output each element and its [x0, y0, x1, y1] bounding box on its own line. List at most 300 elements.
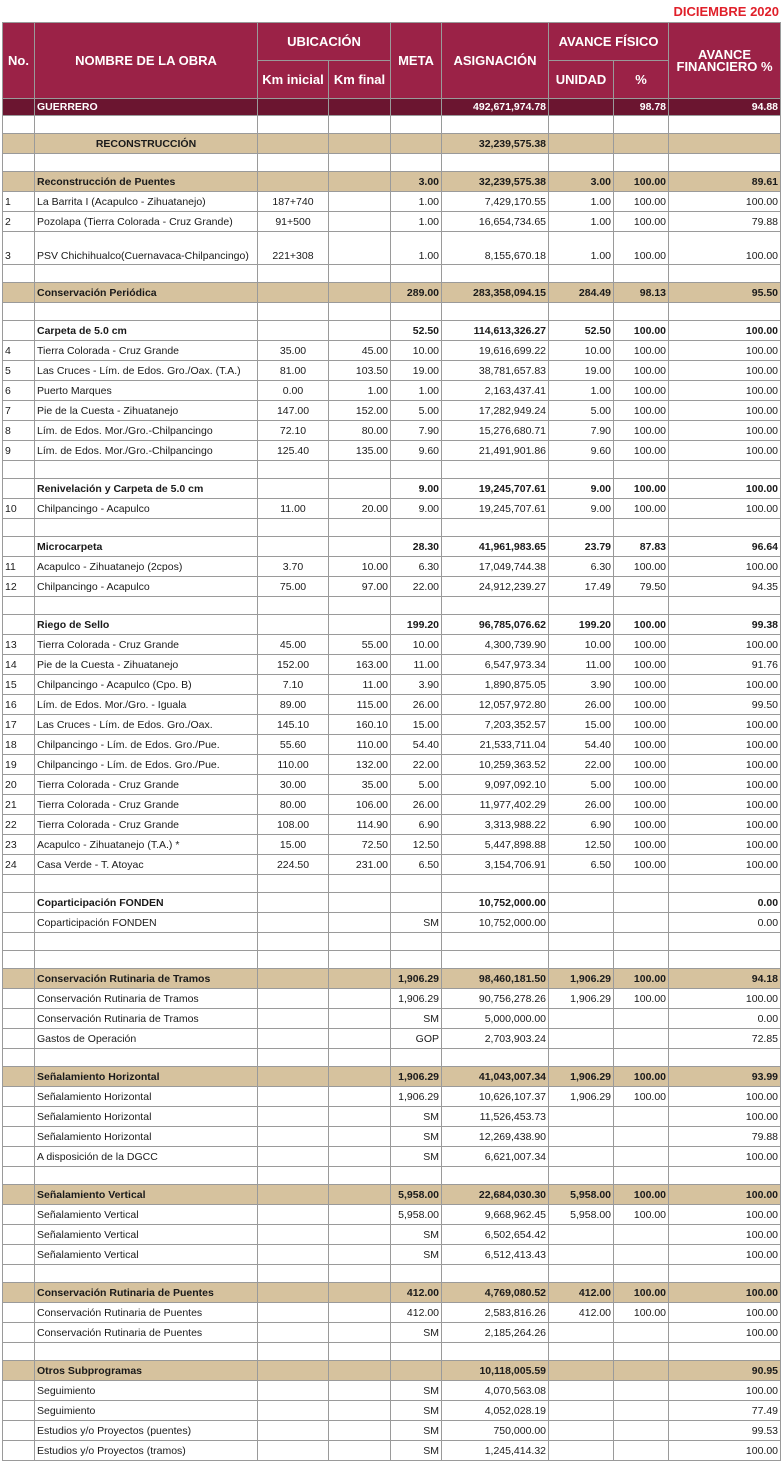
unidad-value: 10.00 — [549, 341, 614, 361]
obra-name: Lím. de Edos. Mor./Gro. - Iguala — [35, 695, 258, 715]
blank-cell — [35, 1167, 258, 1185]
pct-value — [614, 1381, 669, 1401]
pct-value: 100.00 — [614, 715, 669, 735]
pct-value: 100.00 — [614, 557, 669, 577]
blank-cell — [258, 1343, 329, 1361]
blank-cell — [614, 1343, 669, 1361]
row-number — [3, 283, 35, 303]
avance-financiero-value: 100.00 — [669, 1205, 781, 1225]
km-inicial — [258, 1303, 329, 1323]
blank-cell — [3, 265, 35, 283]
blank-cell — [35, 951, 258, 969]
blank-cell — [258, 951, 329, 969]
table-row — [3, 675, 781, 695]
meta-value: 1.00 — [391, 381, 442, 401]
avance-financiero-value: 100.00 — [669, 1147, 781, 1167]
km-final: 231.00 — [329, 855, 391, 875]
unidad-value — [549, 1421, 614, 1441]
table-row — [3, 855, 781, 875]
obra-name: Conservación Periódica — [35, 283, 258, 303]
meta-value: 1,906.29 — [391, 1067, 442, 1087]
avance-financiero-value: 100.00 — [669, 381, 781, 401]
avance-financiero-value: 100.00 — [669, 557, 781, 577]
header-km-inicial: Km inicial — [258, 61, 329, 99]
pct-value — [614, 893, 669, 913]
pct-value: 100.00 — [614, 1185, 669, 1205]
row-number: 18 — [3, 735, 35, 755]
unidad-value — [549, 134, 614, 154]
avance-financiero-value: 100.00 — [669, 361, 781, 381]
meta-value: 10.00 — [391, 341, 442, 361]
obra-name: Seguimiento — [35, 1401, 258, 1421]
unidad-value: 1.00 — [549, 192, 614, 212]
blank-cell — [614, 461, 669, 479]
km-inicial — [258, 1067, 329, 1087]
pct-value: 100.00 — [614, 675, 669, 695]
header-km-final: Km final — [329, 61, 391, 99]
avance-financiero-value: 90.95 — [669, 1361, 781, 1381]
row-number — [3, 1245, 35, 1265]
unidad-value: 1.00 — [549, 232, 614, 265]
obra-name: Chilpancingo - Acapulco — [35, 499, 258, 519]
blank-cell — [391, 303, 442, 321]
avance-financiero-value: 100.00 — [669, 479, 781, 499]
avance-financiero-value: 100.00 — [669, 1323, 781, 1343]
km-final — [329, 99, 391, 116]
row-number — [3, 1087, 35, 1107]
row-number — [3, 321, 35, 341]
blank-cell — [549, 933, 614, 951]
row-number: 2 — [3, 212, 35, 232]
blank-row — [3, 1343, 781, 1361]
avance-financiero-value: 79.88 — [669, 1127, 781, 1147]
blank-cell — [391, 1049, 442, 1067]
pct-value — [614, 1225, 669, 1245]
blank-cell — [442, 1265, 549, 1283]
avance-financiero-value: 0.00 — [669, 913, 781, 933]
pct-value: 100.00 — [614, 1087, 669, 1107]
km-final — [329, 1009, 391, 1029]
asignacion-value: 2,163,437.41 — [442, 381, 549, 401]
blank-cell — [35, 461, 258, 479]
blank-row — [3, 933, 781, 951]
meta-value: 5,958.00 — [391, 1185, 442, 1205]
meta-value: 5.00 — [391, 775, 442, 795]
km-inicial: 45.00 — [258, 635, 329, 655]
unidad-value: 1.00 — [549, 381, 614, 401]
row-number — [3, 969, 35, 989]
meta-value: 199.20 — [391, 615, 442, 635]
state-total-row — [3, 99, 781, 116]
row-number — [3, 172, 35, 192]
header-avance-fisico: AVANCE FÍSICO — [549, 23, 669, 61]
blank-cell — [3, 116, 35, 134]
obra-name: Coparticipación FONDEN — [35, 913, 258, 933]
blank-cell — [35, 1265, 258, 1283]
unidad-value: 9.60 — [549, 441, 614, 461]
blank-cell — [669, 519, 781, 537]
meta-value: SM — [391, 913, 442, 933]
asignacion-value: 32,239,575.38 — [442, 172, 549, 192]
row-number — [3, 1303, 35, 1323]
obra-name: Microcarpeta — [35, 537, 258, 557]
blank-row — [3, 303, 781, 321]
obra-name: Pie de la Cuesta - Zihuatanejo — [35, 401, 258, 421]
table-row — [3, 341, 781, 361]
blank-cell — [669, 154, 781, 172]
row-number: 5 — [3, 361, 35, 381]
meta-value: 11.00 — [391, 655, 442, 675]
row-number: 3 — [3, 232, 35, 265]
km-final — [329, 1029, 391, 1049]
blank-cell — [614, 154, 669, 172]
pct-value — [614, 1421, 669, 1441]
pct-value: 100.00 — [614, 775, 669, 795]
meta-value: 3.90 — [391, 675, 442, 695]
obra-name: Conservación Rutinaria de Puentes — [35, 1283, 258, 1303]
km-inicial: 55.60 — [258, 735, 329, 755]
asignacion-value: 492,671,974.78 — [442, 99, 549, 116]
pct-value: 100.00 — [614, 735, 669, 755]
row-number: 24 — [3, 855, 35, 875]
pct-value — [614, 1147, 669, 1167]
table-row — [3, 1087, 781, 1107]
km-inicial: 75.00 — [258, 577, 329, 597]
meta-value: 28.30 — [391, 537, 442, 557]
blank-cell — [614, 303, 669, 321]
unidad-value — [549, 99, 614, 116]
blank-cell — [258, 1265, 329, 1283]
pct-value: 100.00 — [614, 232, 669, 265]
blank-cell — [549, 519, 614, 537]
km-inicial — [258, 1127, 329, 1147]
pct-value: 100.00 — [614, 421, 669, 441]
row-number: 1 — [3, 192, 35, 212]
asignacion-value: 10,118,005.59 — [442, 1361, 549, 1381]
row-number: 8 — [3, 421, 35, 441]
pct-value — [614, 1401, 669, 1421]
asignacion-value: 7,429,170.55 — [442, 192, 549, 212]
section-row — [3, 1067, 781, 1087]
table-row — [3, 557, 781, 577]
blank-cell — [35, 875, 258, 893]
asignacion-value: 38,781,657.83 — [442, 361, 549, 381]
avance-financiero-value: 100.00 — [669, 1441, 781, 1461]
table-row — [3, 1421, 781, 1441]
pct-value: 100.00 — [614, 1303, 669, 1323]
avance-financiero-value: 100.00 — [669, 775, 781, 795]
blank-cell — [35, 1049, 258, 1067]
blank-row — [3, 1167, 781, 1185]
asignacion-value: 17,049,744.38 — [442, 557, 549, 577]
section-row — [3, 283, 781, 303]
row-number: 4 — [3, 341, 35, 361]
unidad-value — [549, 1107, 614, 1127]
obra-name: Seguimiento — [35, 1381, 258, 1401]
pct-value — [614, 1009, 669, 1029]
blank-row — [3, 116, 781, 134]
pct-value — [614, 1361, 669, 1381]
meta-value: 54.40 — [391, 735, 442, 755]
blank-cell — [3, 519, 35, 537]
avance-financiero-value: 94.35 — [669, 577, 781, 597]
avance-financiero-value: 79.88 — [669, 212, 781, 232]
km-final: 114.90 — [329, 815, 391, 835]
km-final — [329, 1303, 391, 1323]
km-final — [329, 172, 391, 192]
row-number — [3, 1361, 35, 1381]
km-final: 35.00 — [329, 775, 391, 795]
pct-value: 100.00 — [614, 212, 669, 232]
km-inicial — [258, 989, 329, 1009]
section-row — [3, 134, 781, 154]
asignacion-value: 22,684,030.30 — [442, 1185, 549, 1205]
km-inicial — [258, 1225, 329, 1245]
asignacion-value: 32,239,575.38 — [442, 134, 549, 154]
asignacion-value: 9,097,092.10 — [442, 775, 549, 795]
meta-value: 6.30 — [391, 557, 442, 577]
obra-name: Pozolapa (Tierra Colorada - Cruz Grande) — [35, 212, 258, 232]
km-final: 45.00 — [329, 341, 391, 361]
asignacion-value: 7,203,352.57 — [442, 715, 549, 735]
blank-cell — [35, 1343, 258, 1361]
blank-cell — [442, 154, 549, 172]
obra-name: Tierra Colorada - Cruz Grande — [35, 815, 258, 835]
blank-cell — [549, 154, 614, 172]
pct-value: 100.00 — [614, 635, 669, 655]
avance-financiero-value: 100.00 — [669, 341, 781, 361]
obra-name: Riego de Sello — [35, 615, 258, 635]
km-inicial — [258, 537, 329, 557]
meta-value: SM — [391, 1147, 442, 1167]
km-inicial — [258, 913, 329, 933]
unidad-value: 6.50 — [549, 855, 614, 875]
blank-cell — [391, 154, 442, 172]
km-final — [329, 1361, 391, 1381]
blank-cell — [549, 303, 614, 321]
avance-financiero-value — [669, 134, 781, 154]
km-final: 97.00 — [329, 577, 391, 597]
obra-name: Señalamiento Horizontal — [35, 1127, 258, 1147]
meta-value: 5,958.00 — [391, 1205, 442, 1225]
obra-name: Estudios y/o Proyectos (tramos) — [35, 1441, 258, 1461]
asignacion-value: 19,245,707.61 — [442, 499, 549, 519]
km-final — [329, 1147, 391, 1167]
km-final — [329, 1127, 391, 1147]
header-pct: % — [614, 61, 669, 99]
row-number: 9 — [3, 441, 35, 461]
subsection-row — [3, 479, 781, 499]
pct-value: 100.00 — [614, 479, 669, 499]
pct-value: 100.00 — [614, 1067, 669, 1087]
blank-cell — [549, 597, 614, 615]
obra-name: Renivelación y Carpeta de 5.0 cm — [35, 479, 258, 499]
blank-cell — [329, 951, 391, 969]
blank-cell — [329, 303, 391, 321]
obra-name: Señalamiento Vertical — [35, 1245, 258, 1265]
km-final — [329, 283, 391, 303]
pct-value: 100.00 — [614, 835, 669, 855]
unidad-value: 1,906.29 — [549, 989, 614, 1009]
pct-value: 100.00 — [614, 341, 669, 361]
obra-name: Reconstrucción de Puentes — [35, 172, 258, 192]
row-number — [3, 989, 35, 1009]
table-row — [3, 755, 781, 775]
blank-cell — [669, 461, 781, 479]
blank-row — [3, 154, 781, 172]
km-inicial: 108.00 — [258, 815, 329, 835]
blank-cell — [549, 116, 614, 134]
avance-financiero-value: 100.00 — [669, 421, 781, 441]
obra-name: Chilpancingo - Acapulco — [35, 577, 258, 597]
asignacion-value: 9,668,962.45 — [442, 1205, 549, 1225]
blank-cell — [3, 1343, 35, 1361]
blank-cell — [3, 1265, 35, 1283]
table-row — [3, 1147, 781, 1167]
blank-cell — [442, 1049, 549, 1067]
row-number — [3, 134, 35, 154]
avance-financiero-value: 100.00 — [669, 835, 781, 855]
obra-name: Conservación Rutinaria de Tramos — [35, 989, 258, 1009]
obra-name: Puerto Marques — [35, 381, 258, 401]
avance-financiero-value: 0.00 — [669, 1009, 781, 1029]
row-number — [3, 615, 35, 635]
table-row — [3, 815, 781, 835]
asignacion-value: 6,512,413.43 — [442, 1245, 549, 1265]
obra-name: Las Cruces - Lím. de Edos. Gro./Oax. — [35, 715, 258, 735]
avance-financiero-value: 100.00 — [669, 192, 781, 212]
header-ubicacion: UBICACIÓN — [258, 23, 391, 61]
blank-cell — [391, 116, 442, 134]
asignacion-value: 19,245,707.61 — [442, 479, 549, 499]
blank-cell — [549, 1343, 614, 1361]
avance-financiero-value: 100.00 — [669, 1087, 781, 1107]
asignacion-value: 21,533,711.04 — [442, 735, 549, 755]
meta-value: 412.00 — [391, 1303, 442, 1323]
pct-value: 100.00 — [614, 695, 669, 715]
unidad-value — [549, 1225, 614, 1245]
km-inicial — [258, 1421, 329, 1441]
km-inicial — [258, 283, 329, 303]
blank-cell — [329, 1265, 391, 1283]
header-asignacion: ASIGNACIÓN — [442, 23, 549, 99]
avance-financiero-value: 0.00 — [669, 893, 781, 913]
blank-cell — [442, 265, 549, 283]
asignacion-value: 5,447,898.88 — [442, 835, 549, 855]
blank-cell — [329, 116, 391, 134]
km-inicial — [258, 172, 329, 192]
meta-value: SM — [391, 1421, 442, 1441]
row-number — [3, 1441, 35, 1461]
blank-cell — [442, 1167, 549, 1185]
meta-value: 6.50 — [391, 855, 442, 875]
table-row — [3, 695, 781, 715]
blank-cell — [669, 951, 781, 969]
pct-value: 79.50 — [614, 577, 669, 597]
table-row — [3, 1029, 781, 1049]
row-number: 11 — [3, 557, 35, 577]
unidad-value: 17.49 — [549, 577, 614, 597]
km-inicial — [258, 134, 329, 154]
blank-cell — [391, 1343, 442, 1361]
obra-name: Otros Subprogramas — [35, 1361, 258, 1381]
km-final: 160.10 — [329, 715, 391, 735]
blank-row — [3, 597, 781, 615]
avance-financiero-value: 99.50 — [669, 695, 781, 715]
meta-value — [391, 893, 442, 913]
unidad-value: 9.00 — [549, 479, 614, 499]
row-number — [3, 1185, 35, 1205]
pct-value: 100.00 — [614, 441, 669, 461]
km-final: 152.00 — [329, 401, 391, 421]
asignacion-value: 4,300,739.90 — [442, 635, 549, 655]
km-final — [329, 913, 391, 933]
row-number — [3, 913, 35, 933]
avance-financiero-value: 95.50 — [669, 283, 781, 303]
header-unidad: UNIDAD — [549, 61, 614, 99]
km-final — [329, 537, 391, 557]
asignacion-value: 41,043,007.34 — [442, 1067, 549, 1087]
blank-cell — [442, 461, 549, 479]
row-number — [3, 1225, 35, 1245]
table-row — [3, 1381, 781, 1401]
km-final — [329, 1381, 391, 1401]
unidad-value: 11.00 — [549, 655, 614, 675]
blank-cell — [549, 875, 614, 893]
blank-cell — [258, 1167, 329, 1185]
row-number: 17 — [3, 715, 35, 735]
blank-cell — [614, 597, 669, 615]
asignacion-value: 750,000.00 — [442, 1421, 549, 1441]
unidad-value: 54.40 — [549, 735, 614, 755]
obra-name: Pie de la Cuesta - Zihuatanejo — [35, 655, 258, 675]
asignacion-value: 2,583,816.26 — [442, 1303, 549, 1323]
asignacion-value: 2,703,903.24 — [442, 1029, 549, 1049]
meta-value: 52.50 — [391, 321, 442, 341]
obra-name: Lím. de Edos. Mor./Gro.-Chilpancingo — [35, 441, 258, 461]
asignacion-value: 4,052,028.19 — [442, 1401, 549, 1421]
pct-value: 100.00 — [614, 969, 669, 989]
pct-value: 100.00 — [614, 989, 669, 1009]
table-row — [3, 655, 781, 675]
km-inicial: 187+740 — [258, 192, 329, 212]
table-row — [3, 361, 781, 381]
unidad-value: 9.00 — [549, 499, 614, 519]
km-inicial: 152.00 — [258, 655, 329, 675]
meta-value: 1,906.29 — [391, 1087, 442, 1107]
meta-value — [391, 1361, 442, 1381]
unidad-value — [549, 1441, 614, 1461]
asignacion-value: 3,313,988.22 — [442, 815, 549, 835]
obra-name: Conservación Rutinaria de Tramos — [35, 1009, 258, 1029]
blank-cell — [258, 933, 329, 951]
km-inicial: 35.00 — [258, 341, 329, 361]
table-row — [3, 1303, 781, 1323]
table-body — [3, 99, 781, 1461]
pct-value: 100.00 — [614, 755, 669, 775]
blank-cell — [35, 303, 258, 321]
unidad-value: 7.90 — [549, 421, 614, 441]
row-number — [3, 893, 35, 913]
obra-name: Conservación Rutinaria de Tramos — [35, 969, 258, 989]
avance-financiero-value: 91.76 — [669, 655, 781, 675]
blank-cell — [442, 933, 549, 951]
km-final — [329, 192, 391, 212]
blank-row — [3, 951, 781, 969]
obra-name: RECONSTRUCCIÓN — [35, 134, 258, 154]
header-nombre-obra: NOMBRE DE LA OBRA — [35, 23, 258, 99]
km-final — [329, 1401, 391, 1421]
